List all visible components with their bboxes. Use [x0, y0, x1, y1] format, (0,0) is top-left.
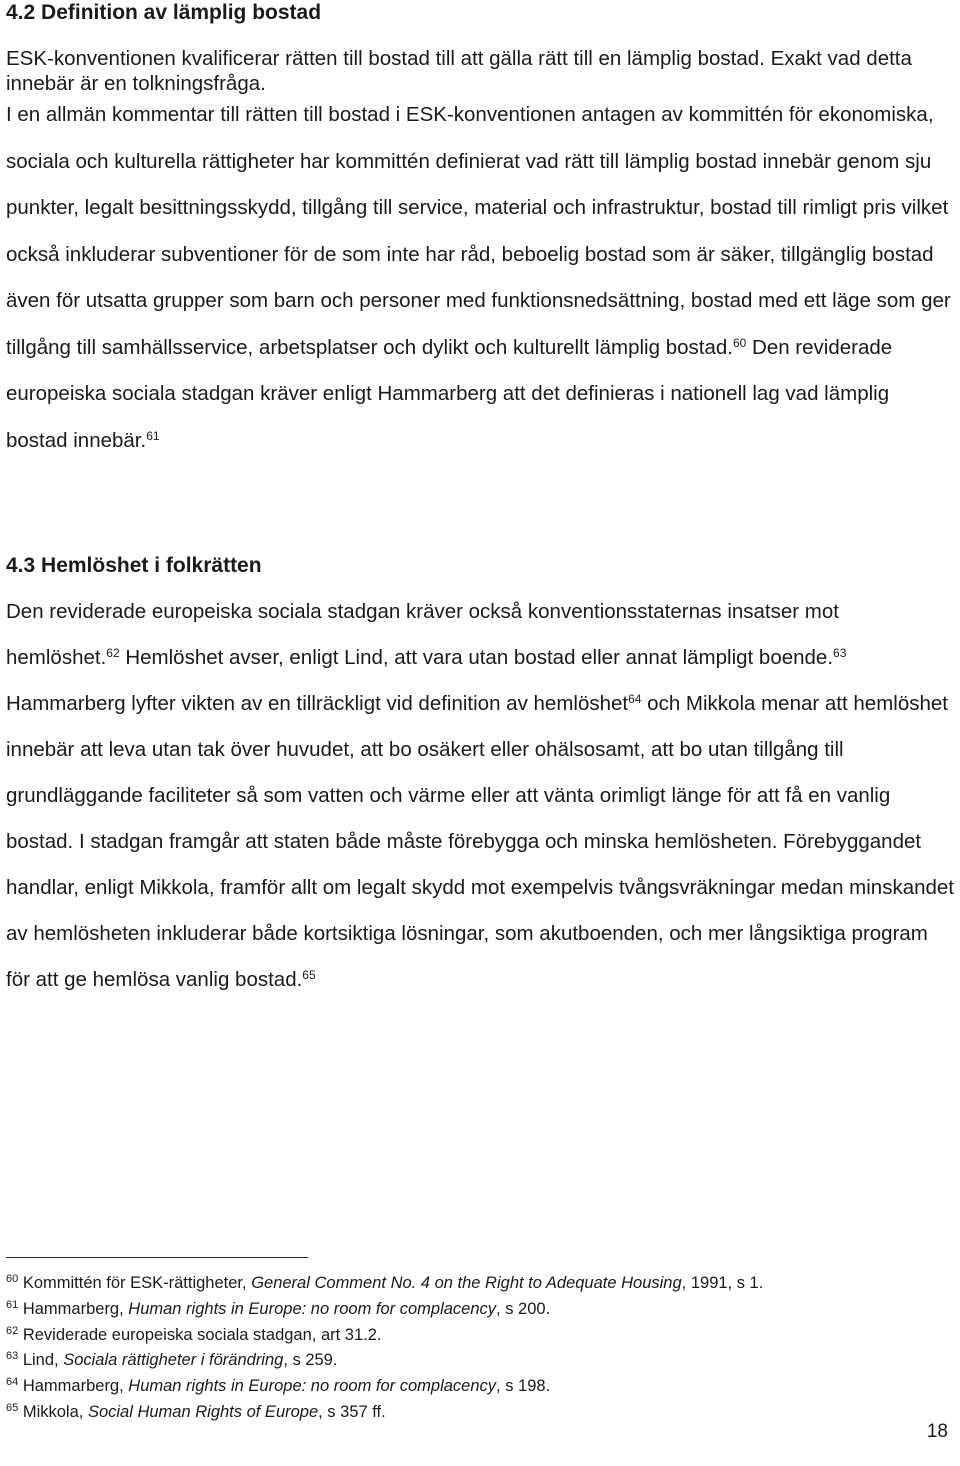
paragraph-text: Hemlöshet avser, enligt Lind, att vara utan bostad eller annat lämpligt boende.	[119, 646, 834, 669]
footnote-number: 61	[6, 1298, 19, 1311]
footnote-title: Sociala rättigheter i förändring	[63, 1351, 284, 1370]
footnote-text: , s 200.	[496, 1299, 551, 1318]
footnote-text: , s 198.	[496, 1377, 551, 1396]
footnote-62	[6, 1323, 954, 1349]
footnote-text: Hammarberg,	[18, 1299, 129, 1318]
footnote-number: 65	[6, 1401, 19, 1414]
footnote-title: Social Human Rights of Europe	[87, 1402, 319, 1421]
footnotes	[6, 1271, 954, 1426]
section-heading-homelessness: 4.3 Hemlöshet i folkrätten	[6, 554, 262, 577]
footnote-63	[6, 1348, 954, 1374]
paragraph-text: ESK-konventionen kvalificerar rätten till bostad till att gälla rätt till en lämplig bostad. Exakt vad detta innebär är en tolkningsfråga.	[6, 47, 912, 95]
footnote-60	[6, 1271, 954, 1297]
footnote-ref-63[interactable]: 63	[833, 646, 847, 660]
footnote-number: 64	[6, 1376, 19, 1389]
paragraph-text: Den reviderade europeiska sociala stadgan kräver enligt Hammarberg att det definieras i nationell lag vad lämplig bostad innebär.	[6, 335, 893, 452]
footnote-text: , 1991, s 1.	[681, 1274, 764, 1292]
paragraph-text: Den reviderade europeiska sociala stadgan kräver också konventionsstaternas insatser mot hemlöshet.	[6, 600, 839, 669]
footnote-text: , s 259.	[283, 1351, 338, 1370]
footnote-title: General Comment No. 4 on the Right to Adequate Housing	[251, 1274, 682, 1292]
page-number: 18	[926, 1421, 948, 1442]
footnote-ref-65[interactable]: 65	[302, 968, 316, 982]
footnote-title: Human rights in Europe: no room for complacency	[128, 1377, 497, 1396]
footnote-65	[6, 1400, 954, 1426]
footnote-text: Lind,	[18, 1351, 64, 1370]
footnote-text: Reviderade europeiska sociala stadgan, art 31.2.	[18, 1325, 382, 1344]
paragraph-text: och Mikkola menar att hemlöshet innebär att leva utan tak över huvudet, att bo osäkert eller ohälsosamt, att bo utan tillgång till grundläggande faciliteter så som vatten och värme eller att vänta orimligt länge för att få en vanlig bostad. I stadgan framgår att staten både måste förebygga och minska hemlösheten. Förebyggandet handlar, enligt Mikkola, framför allt om legalt skydd mot exempelvis tvångsvräkningar medan minskandet av hemlösheten inkluderar både kortsiktiga lösningar, som akutboenden, och mer långsiktiga program för att ge hemlösa vanlig bostad.	[6, 692, 954, 991]
footnote-ref-61[interactable]: 61	[146, 428, 160, 443]
paragraph-text: Hammarberg lyfter vikten av en tillräckligt vid definition av hemlöshet	[6, 692, 629, 715]
footnote-text: Kommittén för ESK-rättigheter,	[18, 1274, 252, 1292]
footnote-61	[6, 1297, 954, 1323]
footnote-text: Hammarberg,	[18, 1377, 129, 1396]
section-heading-definition: 4.2 Definition av lämplig bostad	[6, 1, 322, 24]
footnote-text: , s 357 ff.	[318, 1402, 386, 1421]
paragraph-definition-intro	[6, 46, 948, 96]
paragraph-definition-body	[6, 92, 952, 464]
footnote-number: 62	[6, 1324, 19, 1337]
footnote-number: 63	[6, 1350, 19, 1363]
footnote-number: 60	[6, 1273, 19, 1285]
footnote-ref-64[interactable]: 64	[628, 692, 642, 706]
paragraph-text: I en allmän kommentar till rätten till bostad i ESK-konventionen antagen av kommittén för ekonomiska, sociala och kulturella rättigheter har kommittén definierat vad rätt till lämplig bostad innebär genom sju punkter, legalt besittningsskydd, tillgång till service, material och infrastruktur, bostad till rimligt pris vilket också inkluderar subventioner för de som inte har råd, beboelig bostad som är säker, tillgänglig bostad även för utsatta grupper som barn och personer med funktionsnedsättning, bostad med ett läge som ger tillgång till samhällsservice, arbetsplatser och dylikt och kulturellt lämplig bostad.	[6, 103, 951, 359]
footnote-separator	[6, 1257, 308, 1258]
footnote-ref-62[interactable]: 62	[106, 646, 120, 660]
footnote-title: Human rights in Europe: no room for complacency	[128, 1299, 497, 1318]
footnote-text: Mikkola,	[18, 1402, 88, 1421]
paragraph-homelessness	[6, 589, 954, 1003]
footnote-64	[6, 1374, 954, 1400]
footnote-ref-60[interactable]: 60	[732, 335, 747, 350]
